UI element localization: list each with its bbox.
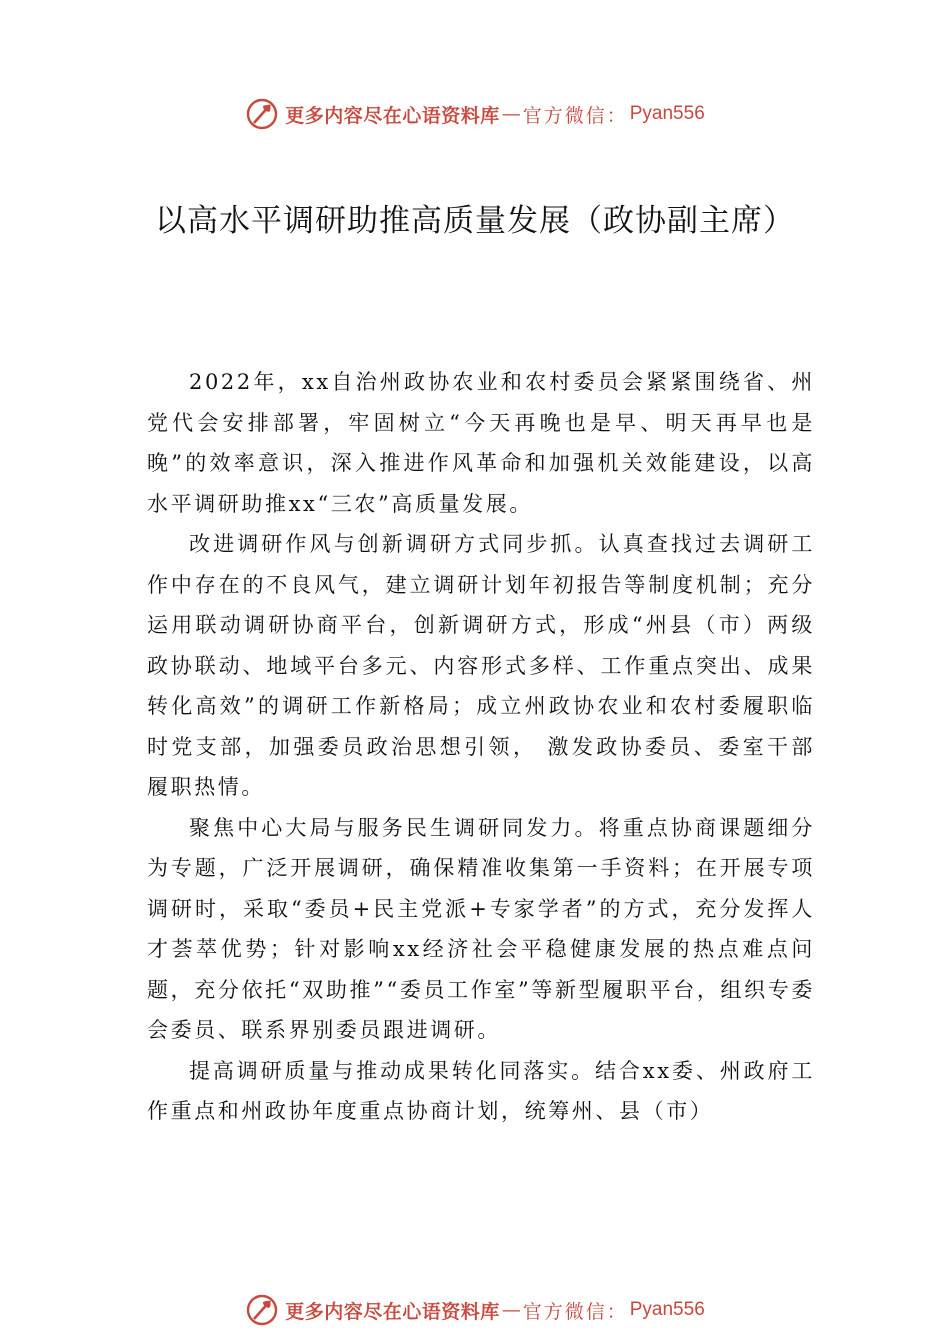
- watermark-wechat-label: 官方微信：: [522, 1300, 628, 1323]
- watermark-banner-top: [0, 94, 950, 134]
- watermark-dash: —: [501, 103, 521, 125]
- paragraph-style: 改进调研作风与创新调研方式同步抓。认真查找过去调研工作中存在的不良风气，建立调研计划年初报告等制度机制；充分运用联动调研协商平台，创新调研方式，形成“州县（市）两级政协联动、地域平台多元、内容形式多样、工作重点突出、成果转化高效”的调研工作新格局；成立州政协农业和农村委履职临时党支部，加强委员政治思想引领， 激发政协委员、委室干部履职热情。: [147, 532, 815, 799]
- quill-logo-icon: [245, 97, 279, 131]
- paragraph-focus: 聚焦中心大局与服务民生调研同发力。将重点协商课题细分为专题，广泛开展调研，确保精准收集第一手资料；在开展专项调研时，采取“委员+民主党派+专家学者”的方式，充分发挥人才荟萃优势；针对影响xx经济社会平稳健康发展的热点难点问题，充分依托“双助推”“委员工作室”等新型履职平台，组织专委会委员、联系界别委员跟进调研。: [147, 815, 815, 1042]
- watermark-wechat-id: Pyan556: [629, 103, 705, 124]
- watermark-wechat-label: 官方微信：: [522, 104, 628, 127]
- page-title: 以高水平调研助推高质量发展（政协副主席）: [155, 203, 795, 239]
- paragraph-intro: 2022年，xx自治州政协农业和农村委员会紧紧围绕省、州党代会安排部署，牢固树立“今天再晚也是早、明天再早也是晚”的效率意识，深入推进作风革命和加强机关效能建设，以高水平调研助推xx“三农”高质量发展。: [147, 370, 815, 516]
- watermark-brand: 更多内容尽在心语资料库: [285, 1300, 500, 1323]
- quill-logo-icon: [245, 1293, 279, 1327]
- document-body: [147, 362, 815, 1132]
- watermark-dash: —: [501, 1299, 521, 1321]
- watermark-wechat-id: Pyan556: [629, 1299, 705, 1320]
- watermark-brand: 更多内容尽在心语资料库: [285, 104, 500, 127]
- watermark-banner-bottom: [0, 1290, 950, 1330]
- paragraph-quality: 提高调研质量与推动成果转化同落实。结合xx委、州政府工作重点和州政协年度重点协商计划，统筹州、县（市）: [147, 1058, 815, 1123]
